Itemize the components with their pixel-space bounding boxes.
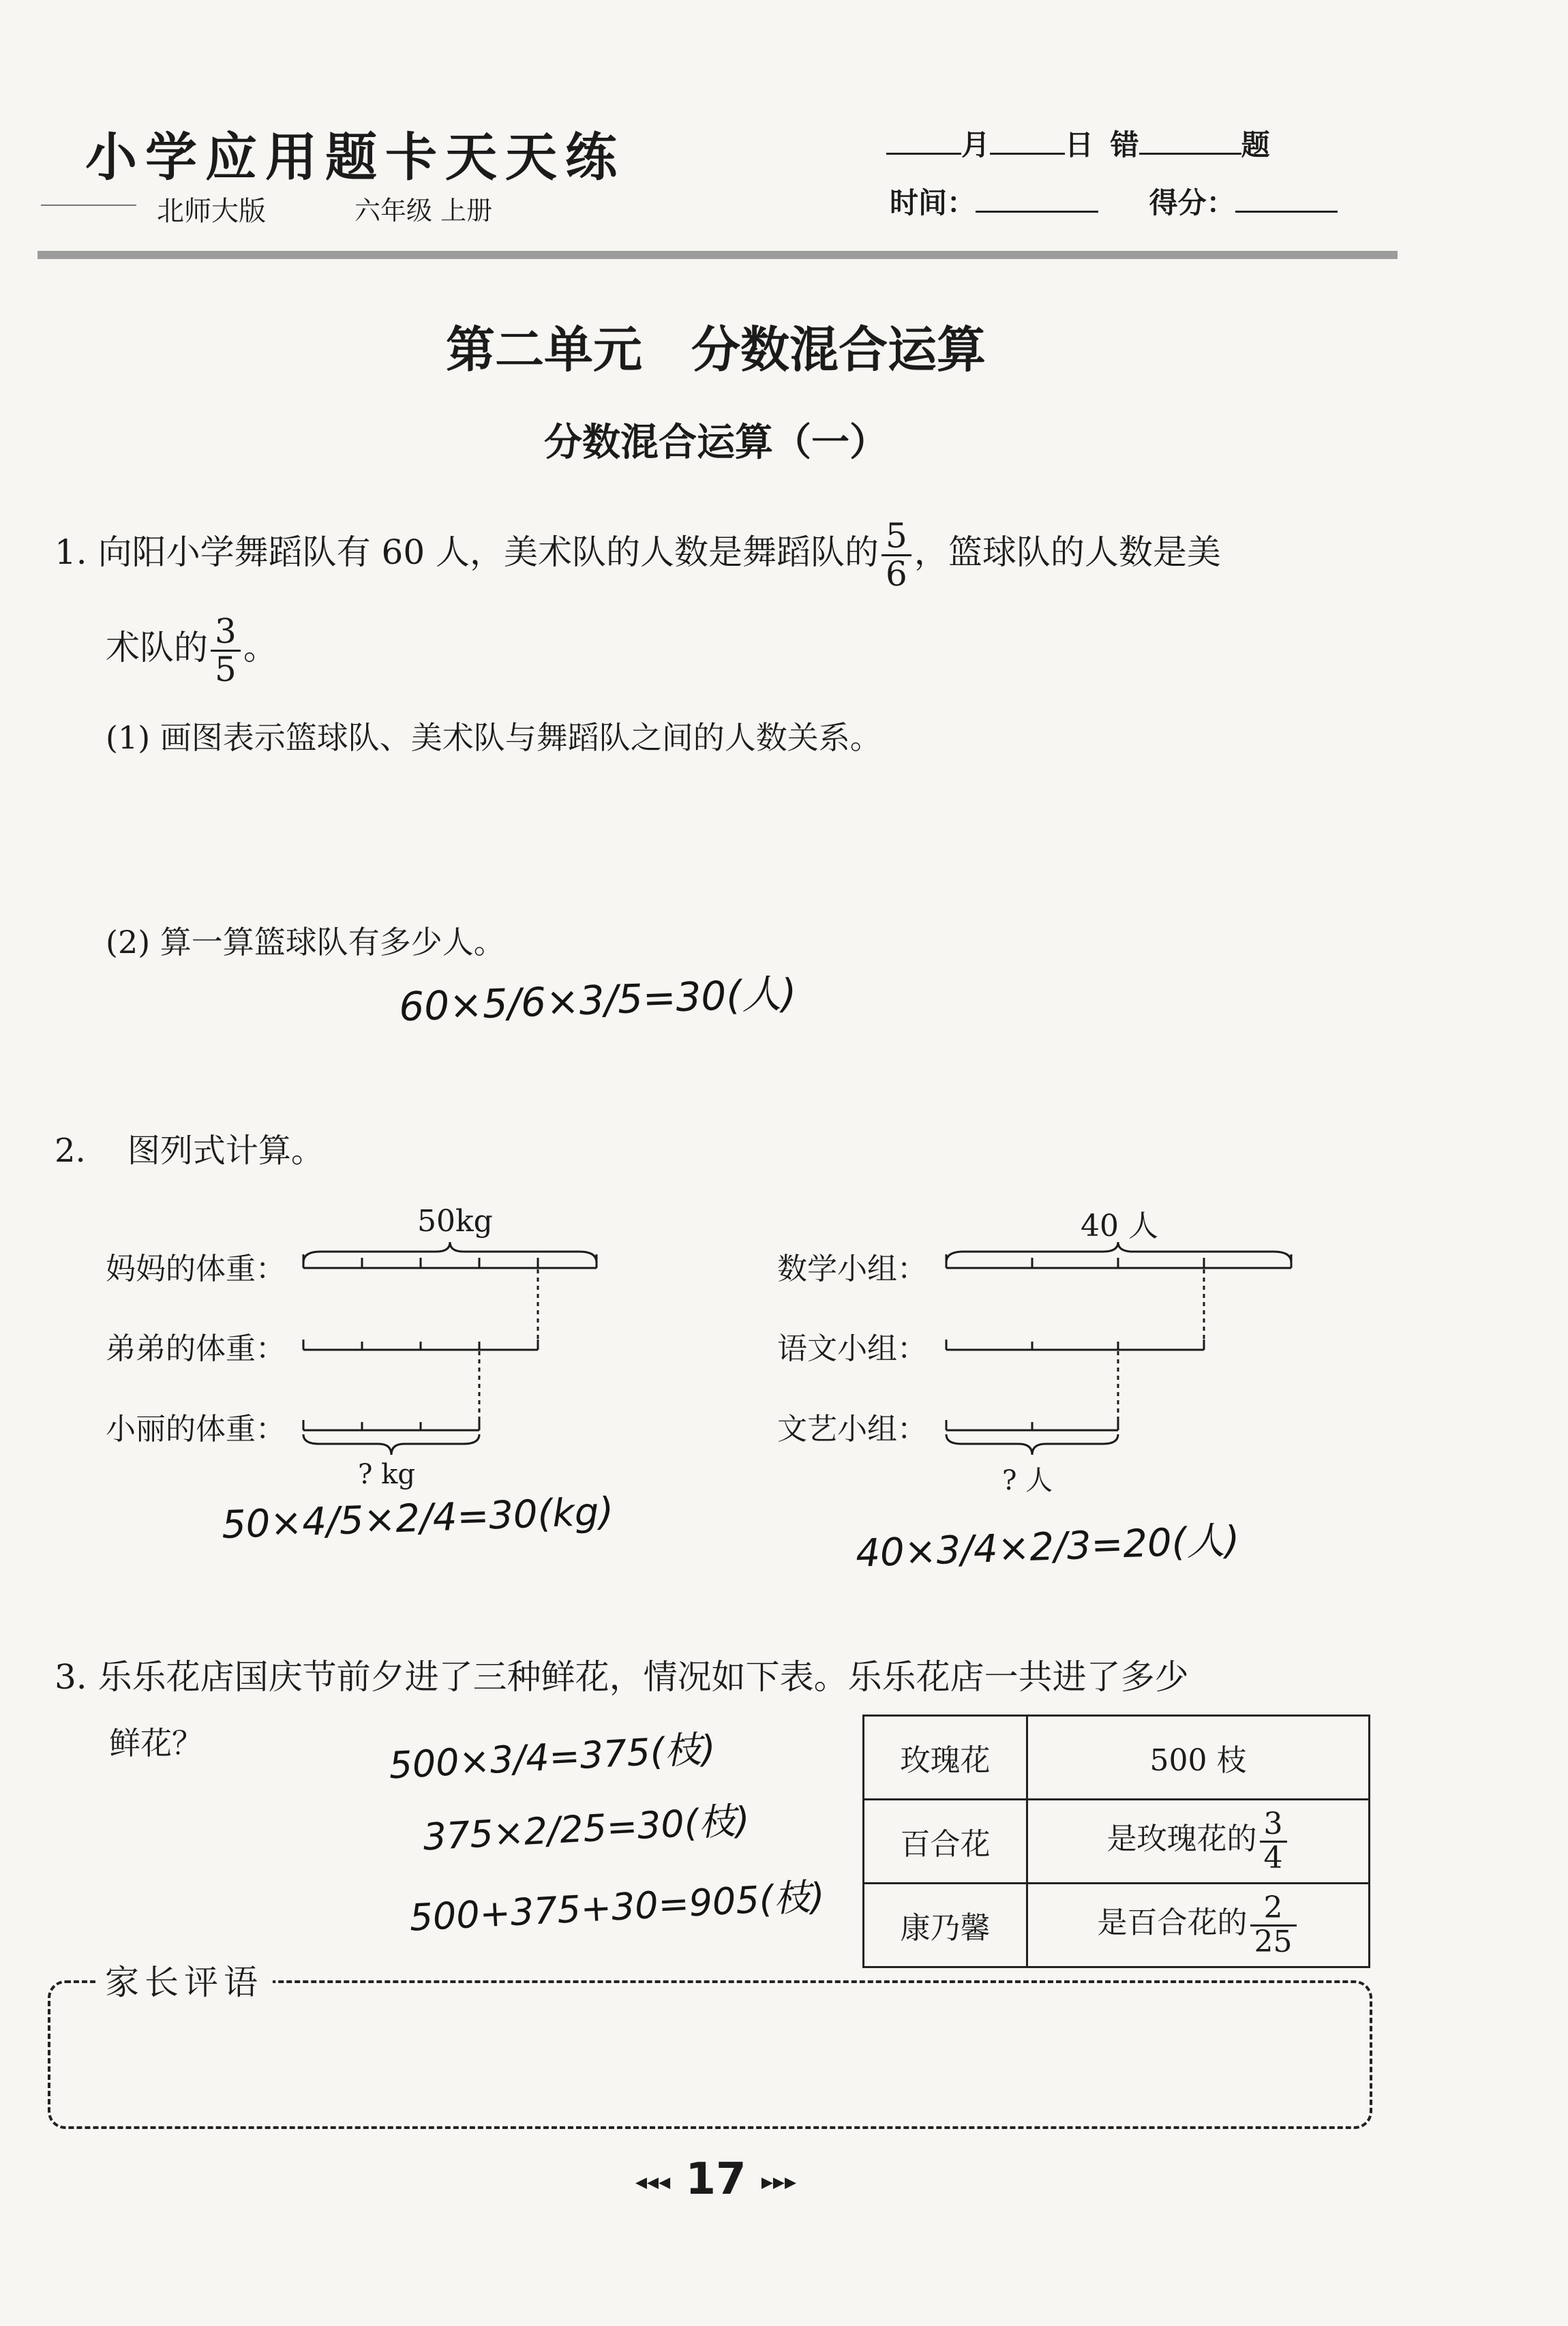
- flower-desc: 是百合花的 $\frac{2}{25}$: [1027, 1884, 1370, 1967]
- chinese-group-label: 语文小组：: [777, 1331, 927, 1366]
- unit-title: 第二单元 分数混合运算: [445, 321, 986, 378]
- table-row: [864, 1884, 1370, 1967]
- page-number: ◂◂◂ 17 ▸▸▸: [635, 2154, 797, 2205]
- fraction-3-5: $\frac{3}{5}$: [211, 614, 241, 687]
- table-row: [864, 1800, 1370, 1884]
- q1-sub1: (1) 画图表示篮球队、美术队与舞蹈队之间的人数关系。: [106, 719, 881, 756]
- right-question-label: ? 人: [1002, 1465, 1053, 1496]
- left-arrows-icon: ◂◂◂: [635, 2168, 671, 2196]
- chinese-ticks: [946, 1340, 1204, 1350]
- xiaoli-weight-label: 小丽的体重：: [106, 1412, 286, 1447]
- math-ticks: [946, 1254, 1291, 1268]
- brother-ticks: [303, 1340, 538, 1350]
- q3-line1: 3. 乐乐花店国庆节前夕进了三种鲜花，情况如下表。乐乐花店一共进了多少: [55, 1657, 1189, 1697]
- fraction-2-25: $\frac{2}{25}$: [1250, 1892, 1297, 1957]
- xiaoli-brace: [303, 1434, 479, 1455]
- q3-line2: 鲜花？: [109, 1725, 203, 1762]
- flower-desc: 500 枝: [1027, 1716, 1370, 1800]
- math-group-label: 数学小组：: [777, 1252, 927, 1286]
- time-score-fields: 时间： 得分：: [890, 181, 1338, 222]
- xiaoli-ticks: [303, 1420, 479, 1430]
- q1-line2: 术队的 $\frac{3}{5}$ 。: [106, 611, 277, 689]
- q2-title: 2. 图列式计算。: [55, 1132, 324, 1170]
- mom-ticks: [303, 1254, 597, 1268]
- parent-comment-label: 家长评语: [95, 1955, 273, 2004]
- fraction-3-4: $\frac{3}{4}$: [1260, 1809, 1287, 1873]
- flower-table: [862, 1715, 1370, 1968]
- art-brace: [946, 1434, 1118, 1455]
- right-arrows-icon: ▸▸▸: [761, 2168, 797, 2196]
- q3-answer-1: 500×3/4=375(枝): [387, 1727, 717, 1787]
- flower-name: 玫瑰花: [864, 1716, 1027, 1800]
- brother-weight-label: 弟弟的体重：: [106, 1331, 286, 1366]
- right-total-label: 40 人: [1081, 1209, 1158, 1243]
- q1-handwritten-answer: 60×5/6×3/5=30(人): [398, 969, 798, 1031]
- art-ticks: [946, 1420, 1118, 1430]
- left-question-label: ? kg: [358, 1459, 416, 1490]
- q3-answer-2: 375×2/25=30(枝): [421, 1798, 751, 1859]
- q1-sub2: (2) 算一算篮球队有多少人。: [106, 924, 505, 961]
- flower-name: 百合花: [864, 1800, 1027, 1884]
- mom-weight-label: 妈妈的体重：: [106, 1252, 286, 1286]
- art-group-label: 文艺小组：: [777, 1412, 927, 1447]
- left-total-label: 50kg: [417, 1204, 493, 1239]
- q1-line1: 1. 向阳小学舞蹈队有 60 人，美术队的人数是舞蹈队的 $\frac{5}{6}$ ，篮球队的人数是美: [55, 516, 1221, 594]
- q2-left-handwritten-answer: 50×4/5×2/4=30(kg): [221, 1489, 615, 1548]
- lesson-title: 分数混合运算（一）: [544, 421, 888, 465]
- date-fields: 月 日 错 题: [886, 123, 1270, 164]
- book-title: 小学应用题卡天天练: [85, 127, 625, 187]
- flower-desc: 是玫瑰花的 $\frac{3}{4}$: [1027, 1800, 1370, 1884]
- mom-brace: [303, 1242, 597, 1263]
- grade: 六年级 上册: [355, 196, 493, 226]
- flower-name: 康乃馨: [864, 1884, 1027, 1967]
- table-row: [864, 1716, 1370, 1800]
- edition: 北师大版: [157, 196, 266, 227]
- q3-answer-3: 500+375+30=905(枝): [408, 1875, 826, 1939]
- q2-right-handwritten-answer: 40×3/4×2/3=20(人): [855, 1518, 1241, 1576]
- fraction-5-6: $\frac{5}{6}$: [881, 518, 911, 592]
